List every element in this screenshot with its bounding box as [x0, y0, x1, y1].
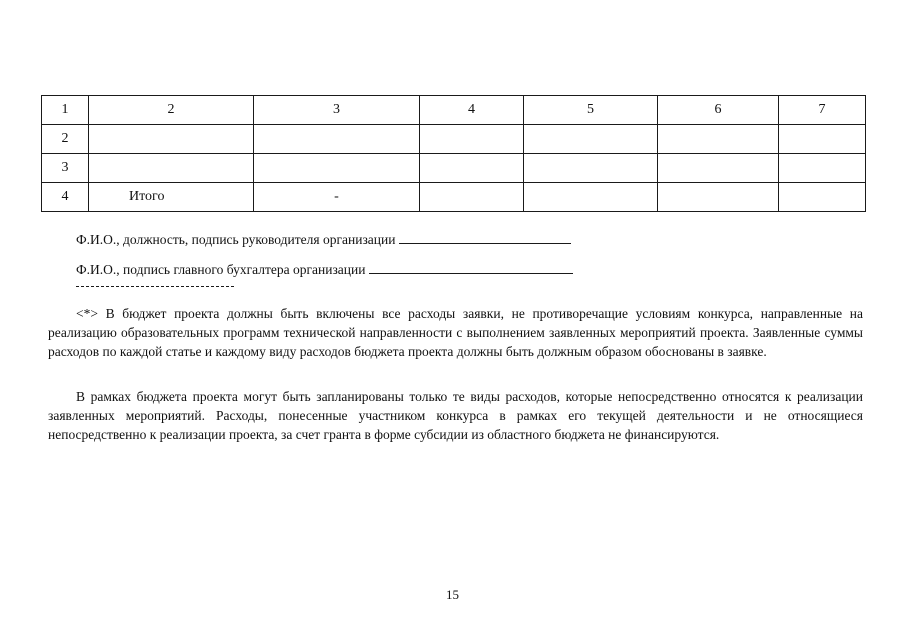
table-header-cell: 1	[42, 96, 89, 125]
table-cell	[89, 125, 254, 154]
budget-table	[41, 95, 866, 212]
table-cell	[524, 154, 658, 183]
table-header-cell: 2	[89, 96, 254, 125]
table-cell	[254, 125, 420, 154]
table-cell: 2	[42, 125, 89, 154]
table-cell: 3	[42, 154, 89, 183]
table-cell: -	[254, 183, 420, 212]
head-signature-blank[interactable]	[399, 231, 571, 244]
footnote-separator	[76, 286, 234, 287]
table-row	[42, 125, 866, 154]
accountant-signature-label: Ф.И.О., подпись главного бухгалтера организации	[76, 262, 366, 277]
accountant-signature-blank[interactable]	[369, 261, 573, 274]
head-signature-line	[76, 231, 571, 248]
table-cell	[524, 125, 658, 154]
table-cell	[779, 125, 866, 154]
head-signature-label: Ф.И.О., должность, подпись руководителя организации	[76, 232, 396, 247]
table-header-cell: 7	[779, 96, 866, 125]
table-cell: 4	[42, 183, 89, 212]
table-header-cell: 4	[420, 96, 524, 125]
footnote-paragraph: <*> В бюджет проекта должны быть включены все расходы заявки, не противоречащие условиям конкурса, направленные на реализацию образовательных программ технической направленности с выполнением заявленных мероприятий проекта. Заявленные суммы расходов по каждой статье и каждому виду расходов бюджета проекта должны быть должным образом обоснованы в заявке.	[48, 306, 863, 359]
total-label: Итого	[89, 183, 254, 212]
table-cell	[420, 154, 524, 183]
table-cell	[779, 183, 866, 212]
table-header-cell: 5	[524, 96, 658, 125]
table-cell	[779, 154, 866, 183]
table-cell	[658, 183, 779, 212]
footnote-paragraph-2: В рамках бюджета проекта могут быть запланированы только те виды расходов, которые непосредственно относятся к реализации заявленных мероприятий. Расходы, понесенные участником конкурса в рамках его текущей деятельности и не относящиеся непосредственно к реализации проекта, за счет гранта в форме субсидии из областного бюджета не финансируются.	[48, 389, 863, 442]
table-row-total	[42, 183, 866, 212]
table-row	[42, 154, 866, 183]
table-header-row	[42, 96, 866, 125]
table-header-cell: 3	[254, 96, 420, 125]
table-cell	[658, 154, 779, 183]
accountant-signature-line	[76, 261, 573, 278]
table-cell	[420, 183, 524, 212]
table-cell	[420, 125, 524, 154]
table-cell	[89, 154, 254, 183]
table-cell	[524, 183, 658, 212]
page-number: 15	[446, 587, 459, 602]
table-cell	[254, 154, 420, 183]
table-cell	[658, 125, 779, 154]
table-header-cell: 6	[658, 96, 779, 125]
